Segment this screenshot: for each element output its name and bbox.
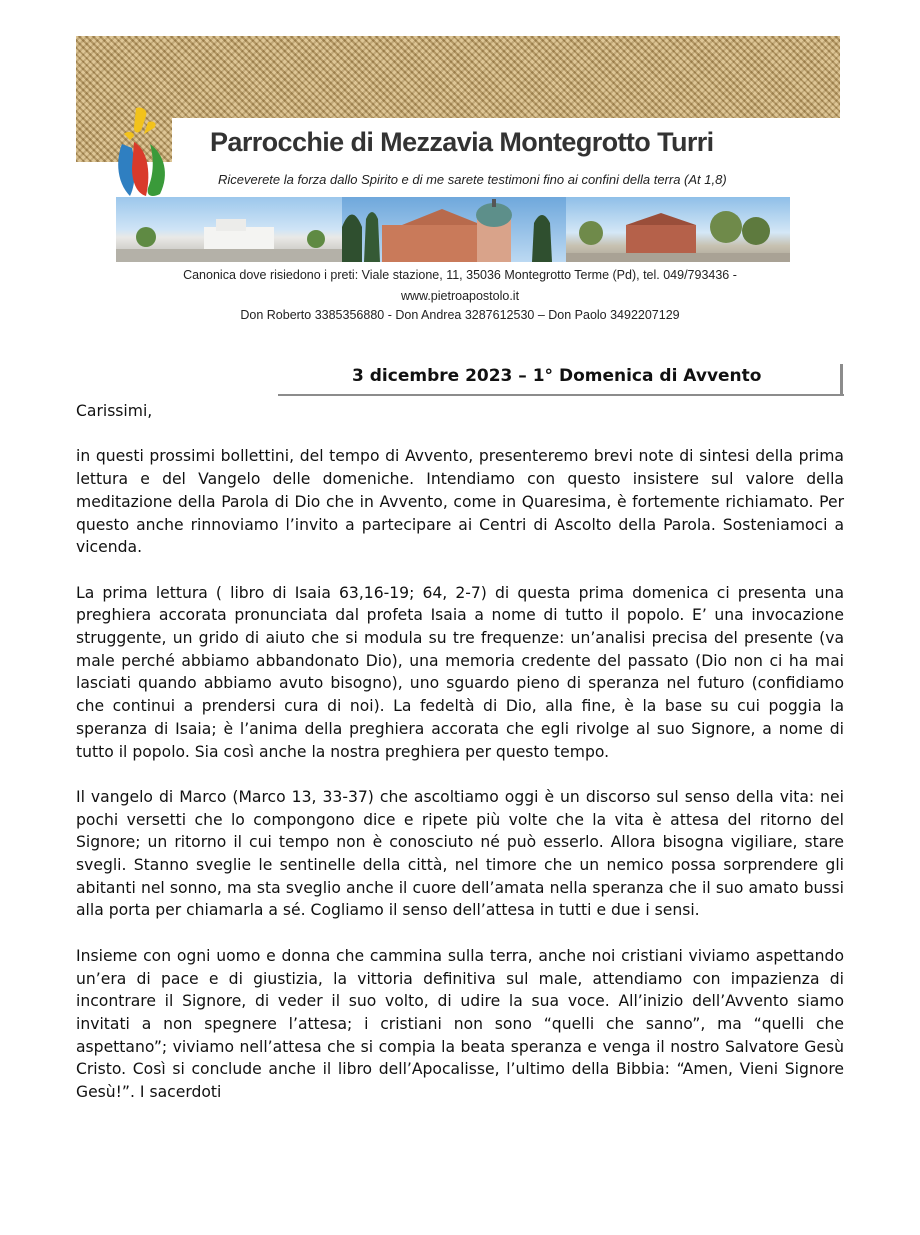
parish-name: Parrocchie di Mezzavia Montegrotto Turri — [210, 127, 714, 157]
parish-logo — [112, 104, 174, 204]
church-photo-square — [566, 197, 790, 262]
church-photo-modern — [116, 197, 342, 262]
contact-website[interactable]: www.pietroapostolo.it — [400, 289, 520, 303]
church-photo-dome — [342, 197, 566, 262]
bulletin-body — [76, 400, 844, 1126]
paragraph-intro: in questi prossimi bollettini, del tempo di Avvento, presenteremo brevi note di sintesi della prima lettura e del Vangelo delle domeniche. Intendiamo con questo insistere sul valore della meditazione della Parola di Dio che in Avvento, come in Quaresima, è fortemente richiamato. Per questo anche rinnoviamo l’invito a partecipare ai Centri di Ascolto della Parola. Sosteniamoci a vicenda. — [76, 447, 844, 557]
contact-address: Canonica dove risiedono i preti: Viale stazione, 11, 35036 Montegrotto Terme (Pd), tel. 049/793436 - — [183, 268, 737, 282]
heading-underline — [278, 394, 844, 396]
greeting: Carissimi, — [76, 402, 153, 420]
paragraph-conclusion: Insieme con ogni uomo e donna che cammina sulla terra, anche noi cristiani viviamo aspettando un’era di pace e di giustizia, la vittoria definitiva sul male, attendiamo con impazienza di incontrare il Signore, di veder il suo volto, di udire la sua voce. All’inizio dell’Avvento siamo invitati a non spegnere l’attesa; i cristiani non sono “quelli che sanno”, ma “quelli che aspettano”; viviamo nell’attesa che si compia la beata speranza e venga il nostro Salvatore Gesù Cristo. Così si conclude anche il libro dell’Apocalisse, l’ultimo della Bibbia: “Amen, Vieni Signore Gesù!”. I sacerdoti — [76, 946, 844, 1102]
parish-motto: Riceverete la forza dallo Spirito e di me sarete testimoni fino ai confini della terra (At 1,8) — [218, 172, 727, 187]
church-photo-strip — [116, 197, 790, 262]
contact-priests: Don Roberto 3385356880 - Don Andrea 3287612530 – Don Paolo 3492207129 — [240, 308, 680, 322]
heading-side-rule — [840, 364, 843, 396]
paragraph-gospel: Il vangelo di Marco (Marco 13, 33-37) che ascoltiamo oggi è un discorso sul senso della vita: nei pochi versetti che lo compongono dice e ripete più volte che la vita è attesa del ritorno del Signore; un ritorno il cui tempo non è conosciuto né può esserlo. Allora bisogna vigiliare, stare svegli. Stanno sveglie le sentinelle della città, nel timore che un nemico possa sorprendere gli abitanti nel sonno, ma sta sveglio anche il cuore dell’amata nella speranza che il suo amato bussi alla porta per chiamarla a sé. Cogliamo il senso dell’attesa in tutti e due i sensi. — [76, 787, 844, 920]
paragraph-first-reading: La prima lettura ( libro di Isaia 63,16-19; 64, 2-7) di questa prima domenica ci presenta una preghiera accorata pronunciata dal profeta Isaia a nome di tutto il popolo. E’ una invocazione struggente, un grido di aiuto che si modula su tre frequenze: un’analisi precisa del presente (va male perché abbiamo abbandonato Dio), una memoria credente del passato (Dio non ci ha mai lasciati quando abbiamo avuto bisogno), uno sguardo pieno di speranza nel futuro (confidiamo che continui a prendersi cura di noi). La fedeltà di Dio, alla fine, è la base su cui poggia la speranza di Isaia; è l’anima della preghiera accorata che egli rivolge al suo Signore, a nome di tutto il popolo. Sia così anche la nostra preghiera per questo tempo. — [76, 583, 844, 761]
bulletin-date-heading: 3 dicembre 2023 – 1° Domenica di Avvento — [352, 366, 762, 386]
